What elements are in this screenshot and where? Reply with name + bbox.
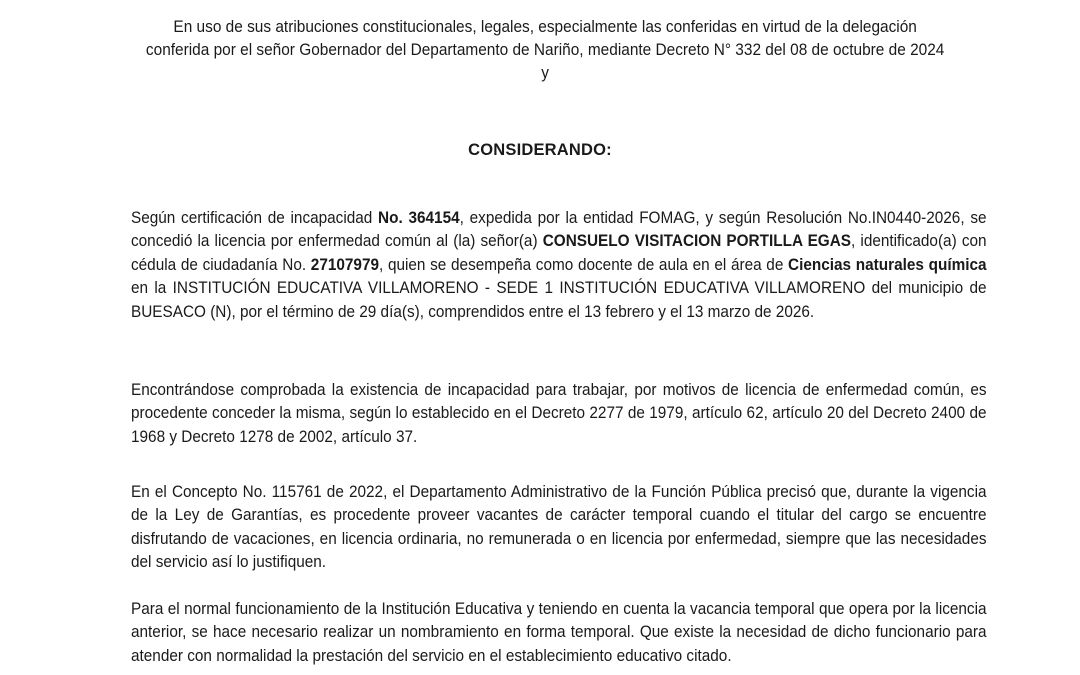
employee-name: CONSUELO VISITACION PORTILLA EGAS [542, 232, 852, 251]
id-number: 27107979 [310, 255, 380, 274]
p1-text-3: , identificado(a) con cédula de ciudadanía No. [131, 232, 987, 274]
paragraph-legal-basis: Encontrándose comprobada la existencia de incapacidad para trabajar, por motivos de licencia de enfermedad común, es procedente conceder la misma, según lo establecido en el Decreto 2277 de 1979, artículo 62, artículo 20 del Decreto 2400 de 1968 y Decreto 1278 de 2002, artículo 37. [131, 381, 987, 446]
considerando-heading: CONSIDERANDO: [468, 141, 612, 159]
paragraph-incapacity-certification [131, 207, 987, 324]
paragraph-concept: En el Concepto No. 115761 de 2022, el Departamento Administrativo de la Función Pública precisó que, durante la vigencia de la Ley de Garantías, es procedente proveer vacantes de carácter temporal cuando el titular del cargo se encuentre disfrutando de vacaciones, en licencia ordinaria, no remunerada o en licencia por enfermedad, siempre que las necesidades del servicio así lo justifiquen. [131, 483, 987, 572]
certificate-number: No. 364154 [378, 209, 460, 227]
p1-text-5: en la INSTITUCIÓN EDUCATIVA VILLAMORENO - SEDE 1 INSTITUCIÓN EDUCATIVA VILLAMORENO del municipio de BUESACO (N), por el término de 29 día(s), comprendidos entre el 13 febrero y el 13 marzo de 2026. [131, 279, 987, 321]
paragraph-temporary-appointment: Para el normal funcionamiento de la Institución Educativa y teniendo en cuenta la vacancia temporal que opera por la licencia anterior, se hace necesario realizar un nombramiento en forma temporal. Que existe la necesidad de dicho funcionario para atender con normalidad la prestación del servicio en el establecimiento educativo citado. [131, 600, 987, 665]
p1-text-1: Según certificación de incapacidad [131, 209, 379, 227]
intro-paragraph: En uso de sus atribuciones constitucionales, legales, especialmente las conferidas en virtud de la delegación conferida por el señor Gobernador del Departamento de Nariño, mediante Decreto N° 332 del 08 de octubre de 2024 y [145, 18, 945, 82]
p1-text-4: , quien se desempeña como docente de aula en el área de [379, 255, 789, 274]
subject-area: Ciencias naturales química [788, 255, 987, 274]
p1-text-2: , expedida por la entidad FOMAG, y según Resolución No.IN0440-2026, se concedió la licencia por enfermedad común al (la) señor(a) [131, 209, 987, 251]
